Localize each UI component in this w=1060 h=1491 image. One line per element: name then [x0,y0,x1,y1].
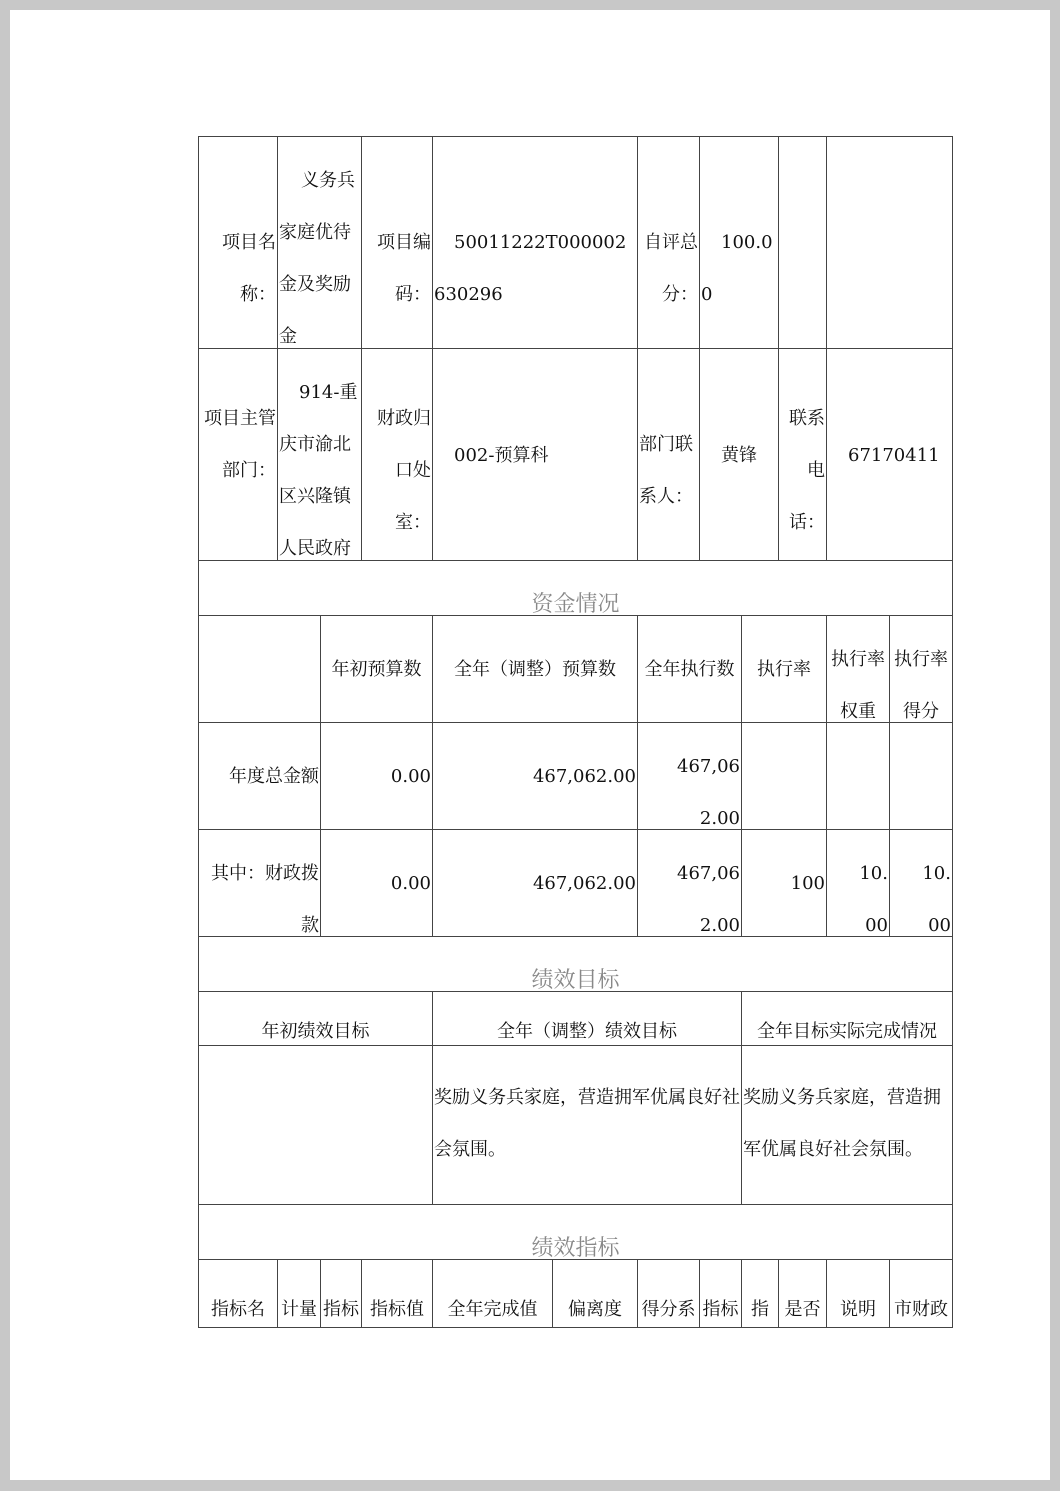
funds-header-executed: 全年执行数 [637,615,742,723]
funds-row-executed: 467,062.00 [637,829,742,937]
indicator-header-type: 指标 [320,1259,362,1328]
self-score-value: 100.00 [699,136,779,349]
indicator-header-weight: 指标 [699,1259,742,1328]
indicator-header-whether: 是否 [778,1259,827,1328]
funds-row-score: 10.00 [889,829,953,937]
department-label: 项目主管部门： [198,348,278,561]
indicators-section-title: 绩效指标 [198,1204,953,1260]
funds-row-weight [826,722,890,830]
goals-adjusted-value: 奖励义务兵家庭，营造拥军优属良好社会氛围。 [432,1045,742,1205]
funds-row-adjusted: 467,062.00 [432,722,638,830]
funds-row-label: 年度总金额 [198,722,321,830]
goals-section-title: 绩效目标 [198,936,953,992]
indicator-header-note: 说明 [826,1259,890,1328]
contact-label: 部门联系人： [637,348,700,561]
goals-header-actual: 全年目标实际完成情况 [741,991,953,1046]
contact-value: 黄锋 [699,348,779,561]
department-value: 914-重庆市渝北区兴隆镇人民政府 [277,348,362,561]
funds-row-executed: 467,062.00 [637,722,742,830]
project-code-value: 50011222T000002630296 [432,136,638,349]
funds-row-rate [741,722,827,830]
funds-header-weight: 执行率权重 [826,615,890,723]
goals-actual-value: 奖励义务兵家庭，营造拥军优属良好社会氛围。 [741,1045,953,1205]
funds-header-score: 执行率得分 [889,615,953,723]
indicator-header-name: 指标名 [198,1259,278,1328]
finance-office-label: 财政归口处室： [361,348,433,561]
goals-header-adjusted: 全年（调整）绩效目标 [432,991,742,1046]
phone-value: 67170411 [826,348,953,561]
finance-office-value: 002-预算科 [432,348,638,561]
indicator-header-city-finance: 市财政 [889,1259,953,1328]
funds-header-adjusted: 全年（调整）预算数 [432,615,638,723]
funds-section-title: 资金情况 [198,560,953,616]
goals-header-initial: 年初绩效目标 [198,991,433,1046]
self-score-label: 自评总分： [637,136,700,349]
funds-header-blank [198,615,321,723]
goals-initial-value [198,1045,433,1205]
empty-cell [826,136,953,349]
empty-cell [778,136,827,349]
indicator-header-unit: 计量 [277,1259,321,1328]
phone-label: 联系电话： [778,348,827,561]
indicator-header-deviation: 偏离度 [552,1259,638,1328]
funds-header-initial: 年初预算数 [320,615,433,723]
indicator-header-coefficient: 得分系 [637,1259,700,1328]
funds-row-rate: 100 [741,829,827,937]
indicator-header-score: 指 [741,1259,779,1328]
funds-row-adjusted: 467,062.00 [432,829,638,937]
funds-row-initial: 0.00 [320,722,433,830]
funds-row-label: 其中：财政拨款 [198,829,321,937]
funds-row-weight: 10.00 [826,829,890,937]
indicator-header-value: 指标值 [361,1259,433,1328]
funds-header-rate: 执行率 [741,615,827,723]
project-code-label: 项目编码： [361,136,433,349]
funds-row-score [889,722,953,830]
project-name-label: 项目名称： [198,136,278,349]
indicator-header-completed: 全年完成值 [432,1259,553,1328]
funds-row-initial: 0.00 [320,829,433,937]
project-name-value: 义务兵家庭优待金及奖励金 [277,136,362,349]
